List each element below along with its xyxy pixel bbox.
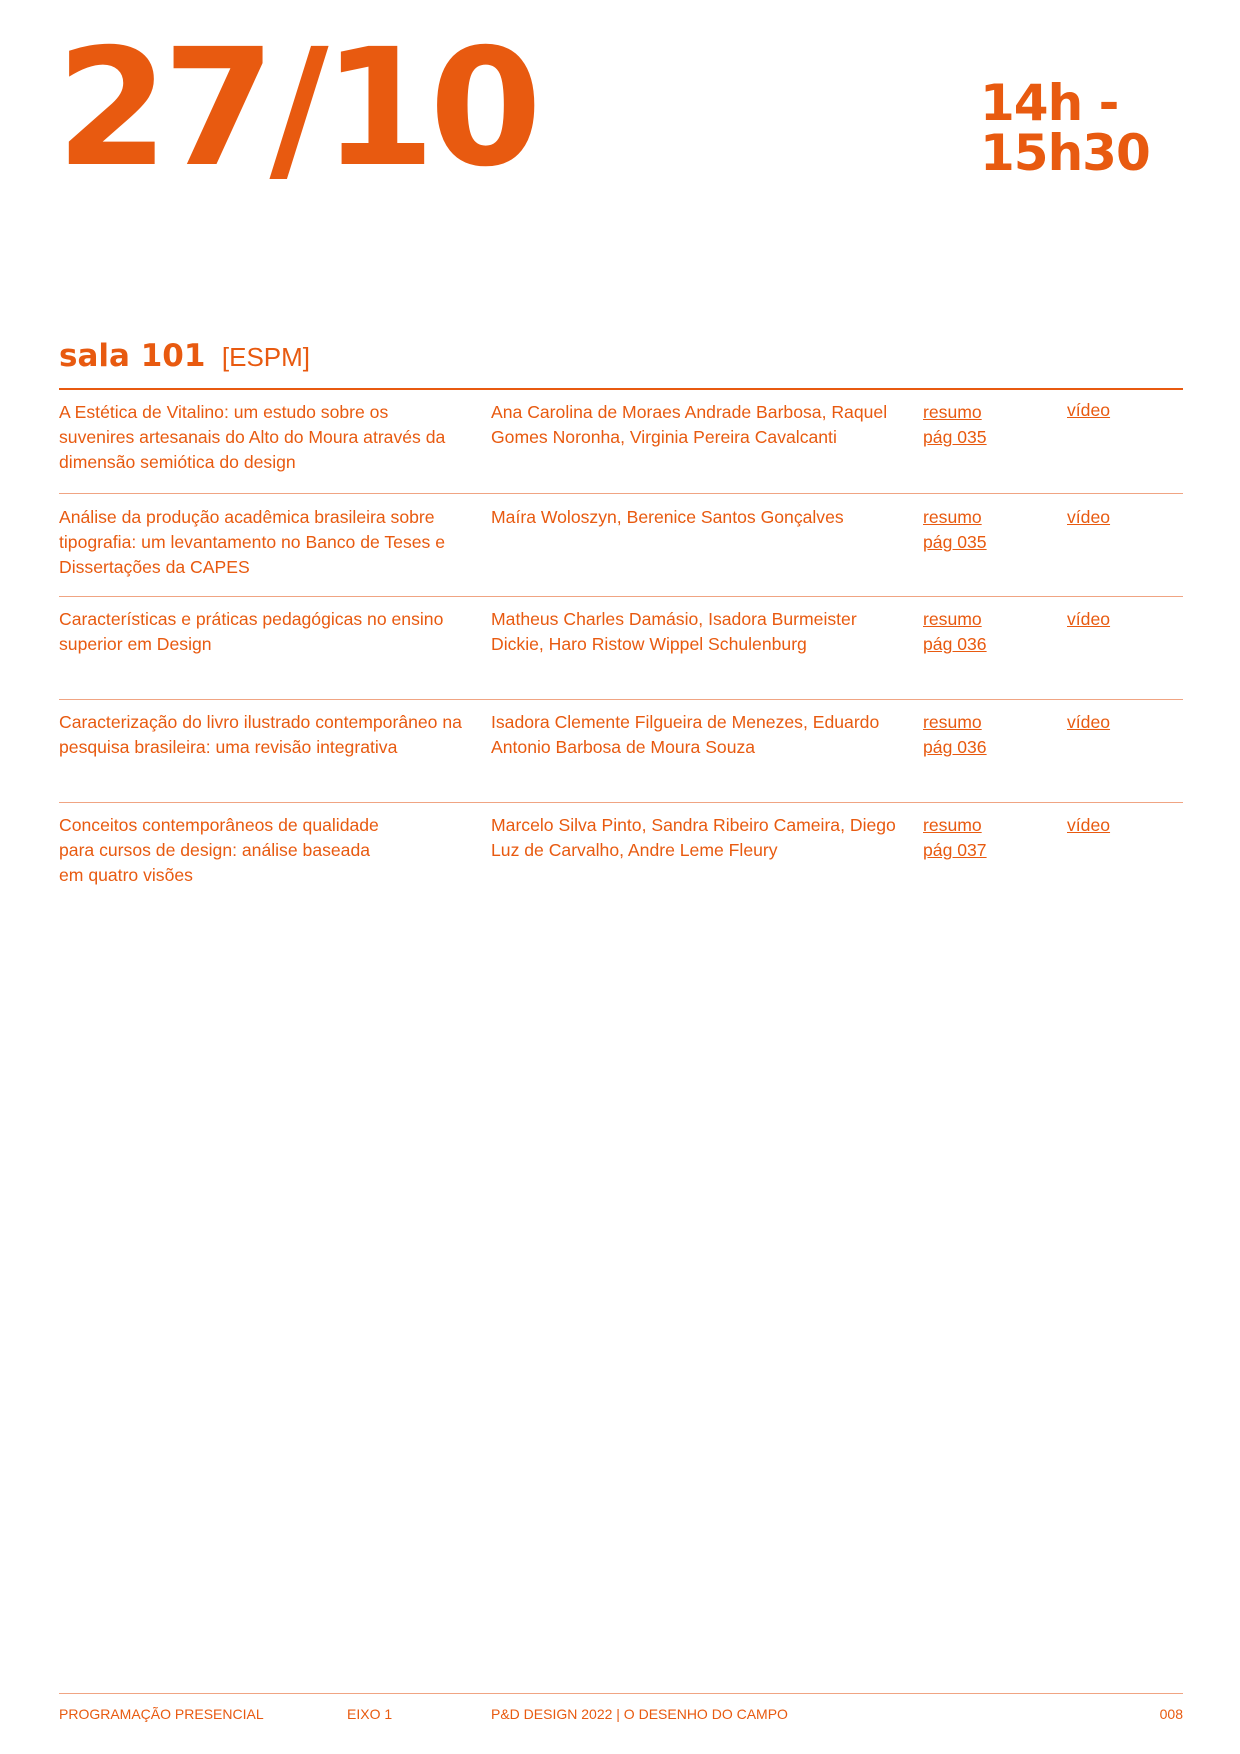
abstract-link[interactable] <box>923 505 1043 555</box>
paper-title: Características e práticas pedagógicas no ensino superior em Design <box>59 609 444 654</box>
session-row <box>59 803 1183 903</box>
video-link[interactable] <box>1067 710 1167 735</box>
session-row <box>59 390 1183 494</box>
abstract-page-link[interactable]: pág 037 <box>923 840 987 860</box>
abstract-page-link[interactable]: pág 035 <box>923 427 987 447</box>
session-time <box>980 74 1180 182</box>
abstract-link[interactable] <box>923 400 1043 450</box>
video-link[interactable] <box>1067 607 1167 632</box>
abstract-page-link[interactable]: pág 035 <box>923 532 987 552</box>
session-row <box>59 597 1183 700</box>
abstract-page-link[interactable]: pág 036 <box>923 634 987 654</box>
session-row <box>59 700 1183 803</box>
footer-axis: EIXO 1 <box>347 1706 393 1722</box>
session-row <box>59 494 1183 597</box>
session-time-start: 14h - <box>980 74 1119 132</box>
abstract-link-label[interactable]: resumo <box>923 402 982 422</box>
room-name: sala 101 <box>59 338 206 374</box>
paper-authors: Isadora Clemente Filgueira de Menezes, Eduardo Antonio Barbosa de Moura Souza <box>491 712 880 757</box>
video-link[interactable] <box>1067 813 1167 838</box>
session-time-end: 15h30 <box>980 124 1150 182</box>
abstract-link-label[interactable]: resumo <box>923 507 982 527</box>
session-date: 27/10 <box>56 15 537 203</box>
session-list <box>59 390 1183 903</box>
video-link-label[interactable]: vídeo <box>1067 609 1111 629</box>
page-footer <box>59 1693 1183 1722</box>
abstract-link-label[interactable]: resumo <box>923 815 982 835</box>
abstract-link-label[interactable]: resumo <box>923 609 982 629</box>
video-link-label[interactable]: vídeo <box>1067 400 1111 420</box>
paper-authors: Matheus Charles Damásio, Isadora Burmeister Dickie, Haro Ristow Wippel Schulenburg <box>491 609 857 654</box>
abstract-link[interactable] <box>923 813 1043 863</box>
room-heading <box>59 338 1183 390</box>
abstract-link[interactable] <box>923 710 1043 760</box>
paper-title: Análise da produção acadêmica brasileira sobre tipografia: um levantamento no Banco de Teses e Dissertações da CAPES <box>59 507 446 577</box>
abstract-link[interactable] <box>923 607 1043 657</box>
paper-authors: Maíra Woloszyn, Berenice Santos Gonçalves <box>491 507 844 527</box>
paper-title: Caracterização do livro ilustrado contemporâneo na pesquisa brasileira: uma revisão integrativa <box>59 712 462 757</box>
abstract-link-label[interactable]: resumo <box>923 712 982 732</box>
paper-title: Conceitos contemporâneos de qualidade para cursos de design: análise baseada em quatro visões <box>59 815 379 885</box>
paper-authors: Marcelo Silva Pinto, Sandra Ribeiro Cameira, Diego Luz de Carvalho, Andre Leme Fleury <box>491 815 896 860</box>
video-link-label[interactable]: vídeo <box>1067 712 1111 732</box>
footer-page-number: 008 <box>1159 1706 1183 1722</box>
paper-title: A Estética de Vitalino: um estudo sobre os suvenires artesanais do Alto do Moura através da dimensão semiótica do design <box>59 402 446 472</box>
video-link-label[interactable]: vídeo <box>1067 815 1111 835</box>
paper-authors: Ana Carolina de Moraes Andrade Barbosa, Raquel Gomes Noronha, Virginia Pereira Cavalcanti <box>491 402 888 447</box>
footer-section: PROGRAMAÇÃO PRESENCIAL <box>59 1706 264 1722</box>
video-link[interactable] <box>1067 505 1167 530</box>
abstract-page-link[interactable]: pág 036 <box>923 737 987 757</box>
video-link-label[interactable]: vídeo <box>1067 507 1111 527</box>
video-link[interactable] <box>1067 400 1167 423</box>
footer-event: P&D DESIGN 2022 | O DESENHO DO CAMPO <box>491 1706 788 1722</box>
room-venue: [ESPM] <box>221 342 311 372</box>
